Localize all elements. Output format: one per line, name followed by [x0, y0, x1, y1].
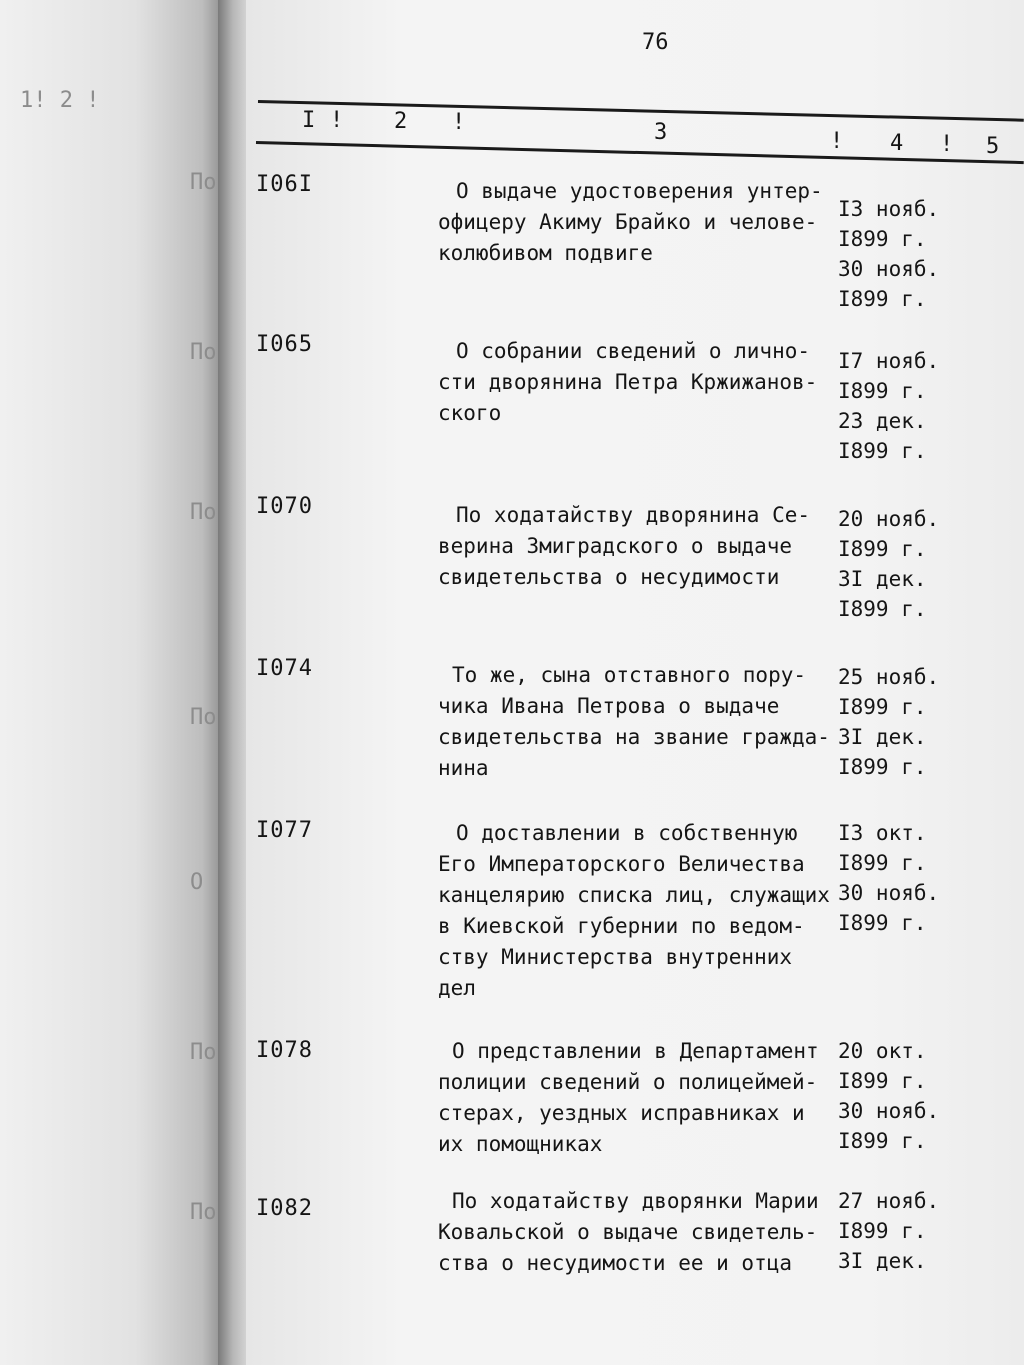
entry-dates — [838, 662, 939, 782]
date-line: 3I дек. — [838, 567, 927, 591]
description-line: свидетельства на звание гражда- — [438, 725, 830, 749]
date-line: I899 г. — [838, 695, 927, 719]
entry-dates — [838, 346, 939, 466]
description-line: ского — [438, 401, 502, 425]
entry-number: I077 — [256, 818, 313, 843]
left-page-text-ghost: По — [190, 170, 217, 195]
left-page-header-ghost: 1! 2 ! — [20, 88, 100, 113]
description-line: верина Змиградского о выдаче — [438, 534, 793, 558]
entry-dates — [838, 818, 939, 938]
entry-dates — [838, 194, 939, 314]
date-line: I899 г. — [838, 379, 927, 403]
entry-number: I065 — [256, 332, 313, 357]
date-line: 30 нояб. — [838, 1099, 940, 1123]
left-page-text-ghost: По — [190, 705, 217, 730]
description-line: По ходатайству дворянки Марии — [452, 1189, 819, 1213]
left-page — [0, 0, 225, 1365]
date-line: 27 нояб. — [838, 1189, 940, 1213]
description-line: канцелярию списка лиц, служащих — [438, 883, 830, 907]
description-line: полиции сведений о полицеймей- — [438, 1070, 818, 1094]
entry-number: I078 — [256, 1038, 313, 1063]
entry-number: I074 — [256, 656, 313, 681]
description-line: По ходатайству дворянина Се- — [456, 503, 811, 527]
date-line: I899 г. — [838, 287, 927, 311]
date-line: I7 нояб. — [838, 349, 940, 373]
date-line: I899 г. — [838, 911, 927, 935]
description-line: сти дворянина Петра Кржижанов- — [438, 370, 818, 394]
column-separator: ! — [452, 110, 466, 135]
description-line: офицеру Акиму Брайко и челове- — [438, 210, 818, 234]
description-line: О представлении в Департамент — [452, 1039, 819, 1063]
column-separator: ! — [830, 129, 844, 154]
description-line: Ковальской о выдаче свидетель- — [438, 1220, 818, 1244]
date-line: I3 окт. — [838, 821, 927, 845]
left-page-text-ghost: По — [190, 500, 217, 525]
date-line: 20 окт. — [838, 1039, 927, 1063]
entry-number: I082 — [256, 1196, 313, 1221]
entry-description — [438, 176, 838, 269]
column-header-5: 5 — [986, 134, 1000, 159]
entry-description — [438, 500, 838, 593]
description-line: О выдаче удостоверения унтер- — [456, 179, 823, 203]
date-line: I899 г. — [838, 537, 927, 561]
description-line: О собрании сведений о лично- — [456, 339, 811, 363]
description-line: их помощниках — [438, 1132, 603, 1156]
date-line: 23 дек. — [838, 409, 927, 433]
column-header-1: I — [302, 108, 316, 133]
date-line: I899 г. — [838, 1069, 927, 1093]
date-line: I3 нояб. — [838, 197, 940, 221]
date-line: 30 нояб. — [838, 881, 940, 905]
left-page-text-ghost: По — [190, 340, 217, 365]
date-line: 3I дек. — [838, 1249, 927, 1273]
date-line: I899 г. — [838, 227, 927, 251]
entry-description — [438, 1036, 838, 1160]
left-page-text-ghost: По — [190, 1200, 217, 1225]
column-header-2: 2 — [394, 109, 408, 134]
date-line: I899 г. — [838, 1129, 927, 1153]
left-page-text-ghost: О — [190, 870, 204, 895]
description-line: чика Ивана Петрова о выдаче — [438, 694, 780, 718]
description-line: дел — [438, 976, 476, 1000]
description-line: Его Императорского Величества — [438, 852, 805, 876]
date-line: 20 нояб. — [838, 507, 940, 531]
entry-dates — [838, 504, 939, 624]
date-line: I899 г. — [838, 1219, 927, 1243]
date-line: I899 г. — [838, 439, 927, 463]
description-line: О доставлении в собственную — [456, 821, 798, 845]
entry-description — [438, 336, 838, 429]
description-line: свидетельства о несудимости — [438, 565, 780, 589]
entry-description — [438, 1186, 838, 1279]
description-line: стерах, уездных исправниках и — [438, 1101, 805, 1125]
description-line: ству Министерства внутренних — [438, 945, 793, 969]
column-header-3: 3 — [654, 120, 668, 145]
date-line: 30 нояб. — [838, 257, 940, 281]
description-line: в Киевской губернии по ведом- — [438, 914, 805, 938]
column-separator: ! — [940, 132, 954, 157]
entry-dates — [838, 1186, 939, 1276]
description-line: нина — [438, 756, 489, 780]
left-page-text-ghost: По — [190, 1040, 217, 1065]
column-header-4: 4 — [890, 131, 904, 156]
entry-number: I070 — [256, 494, 313, 519]
entry-number: I06I — [256, 172, 313, 197]
entry-dates — [838, 1036, 939, 1156]
column-separator: ! — [330, 108, 344, 133]
description-line: колюбивом подвиге — [438, 241, 653, 265]
date-line: I899 г. — [838, 851, 927, 875]
date-line: I899 г. — [838, 755, 927, 779]
entry-description — [438, 818, 838, 1004]
page-number: 76 — [642, 30, 669, 55]
date-line: I899 г. — [838, 597, 927, 621]
date-line: 3I дек. — [838, 725, 927, 749]
date-line: 25 нояб. — [838, 665, 940, 689]
description-line: ства о несудимости ее и отца — [438, 1251, 793, 1275]
entry-description — [438, 660, 838, 784]
description-line: То же, сына отставного пору- — [452, 663, 807, 687]
